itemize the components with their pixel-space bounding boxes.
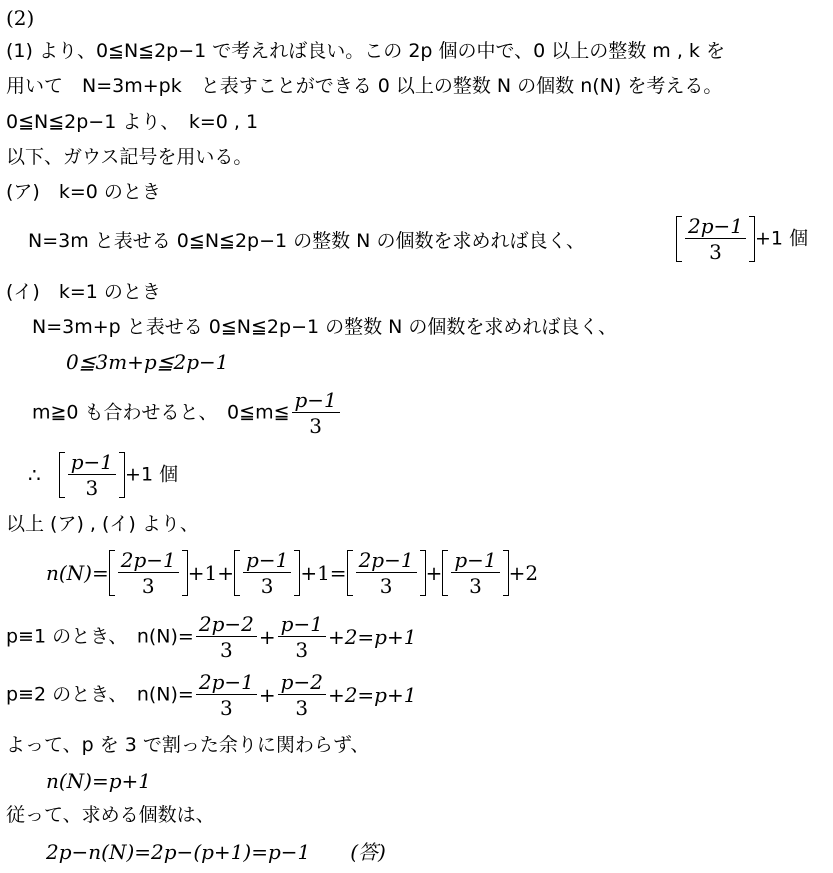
fraction-denominator: 3 bbox=[309, 414, 323, 438]
fraction-denominator: 3 bbox=[85, 476, 99, 500]
case-a-count-text: N=3m と表せる 0≦N≦2p−1 の整数 N の個数を求めれば良く、 bbox=[28, 230, 586, 252]
fraction bbox=[356, 550, 417, 596]
fraction-denominator: 3 bbox=[709, 240, 722, 264]
operator: + bbox=[258, 683, 276, 707]
fraction-numerator: 2p−1 bbox=[196, 672, 257, 695]
n-of-N-result: n(N)=p+1 bbox=[46, 769, 152, 793]
fraction-denominator: 3 bbox=[260, 574, 274, 598]
fraction-numerator: p−1 bbox=[451, 550, 499, 573]
n-of-N-label: n(N)= bbox=[46, 561, 109, 585]
case-p-mod-2-label: p≡2 のとき、 n(N)= bbox=[6, 683, 194, 706]
case-a-gauss-floor bbox=[676, 216, 808, 262]
fraction-denominator: 3 bbox=[469, 574, 482, 598]
fraction bbox=[68, 452, 116, 498]
fraction-denominator: 3 bbox=[295, 638, 309, 662]
fraction bbox=[278, 672, 326, 718]
fraction-denominator: 3 bbox=[379, 574, 393, 598]
fraction-numerator: p−1 bbox=[292, 390, 340, 413]
fraction bbox=[292, 390, 340, 436]
line-2: 用いて N=3m+pk と表すことができる 0 以上の整数 N の個数 n(N) を考える。 bbox=[6, 75, 723, 97]
line-3: 0≦N≦2p−1 より、 k=0 , 1 bbox=[6, 111, 259, 133]
fraction-numerator: p−1 bbox=[243, 550, 291, 573]
fraction-denominator: 3 bbox=[295, 696, 309, 720]
fraction-numerator: p−1 bbox=[278, 614, 326, 637]
fraction bbox=[278, 614, 326, 660]
case-b-condition-text: N=3m+p と表せる 0≦N≦2p−1 の整数 N の個数を求めれば良く、 bbox=[32, 316, 618, 338]
line-1: (1) より、0≦N≦2p−1 で考えれば良い。この 2p 個の中で、0 以上の整数 m , k を bbox=[6, 40, 725, 62]
summary-heading: 以上 (ア) , (イ) より、 bbox=[6, 513, 199, 535]
fraction bbox=[196, 614, 257, 660]
problem-part-label: (2) bbox=[6, 6, 35, 30]
case-b-inequality: 0≦3m+p≦2p−1 bbox=[66, 350, 229, 374]
fraction-numerator: p−1 bbox=[68, 452, 116, 475]
case-a-heading: (ア) k=0 のとき bbox=[6, 181, 161, 203]
n-of-N-sum bbox=[46, 550, 538, 596]
fraction-numerator: 2p−2 bbox=[196, 614, 257, 637]
case-p-mod-1-label: p≡1 のとき、 n(N)= bbox=[6, 625, 194, 648]
fraction-numerator: 2p−1 bbox=[685, 216, 746, 239]
final-intro: 従って、求める個数は、 bbox=[6, 804, 215, 826]
operator: +2=p+1 bbox=[327, 683, 417, 707]
line-4: 以下、ガウス記号を用いる。 bbox=[6, 146, 253, 168]
case-b-m-range bbox=[32, 390, 342, 436]
case-a-count-suffix: +1 個 bbox=[755, 227, 809, 250]
case-b-m-range-text: m≧0 も合わせると、 0≦m≦ bbox=[32, 401, 290, 424]
operator: +2 bbox=[508, 561, 539, 585]
fraction-numerator: p−2 bbox=[278, 672, 326, 695]
case-b-count-suffix: +1 個 bbox=[125, 463, 179, 486]
fraction bbox=[118, 550, 179, 596]
operator: + bbox=[258, 625, 276, 649]
operator: +1+ bbox=[187, 561, 235, 585]
operator: + bbox=[425, 561, 443, 585]
final-answer: 2p−n(N)=2p−(p+1)=p−1 (答) bbox=[46, 840, 386, 864]
conclusion-intro: よって、p を 3 で割った余りに関わらず、 bbox=[6, 734, 370, 756]
case-b-count bbox=[28, 452, 178, 498]
fraction-denominator: 3 bbox=[220, 638, 233, 662]
fraction-numerator: 2p−1 bbox=[118, 550, 179, 573]
case-p-mod-1 bbox=[6, 614, 416, 660]
operator: +2=p+1 bbox=[327, 625, 417, 649]
fraction-denominator: 3 bbox=[220, 696, 233, 720]
therefore-symbol: ∴ bbox=[28, 463, 41, 487]
operator: +1= bbox=[300, 561, 347, 585]
case-b-heading: (イ) k=1 のとき bbox=[6, 281, 161, 303]
fraction-denominator: 3 bbox=[141, 574, 155, 598]
case-p-mod-2 bbox=[6, 672, 416, 718]
fraction bbox=[196, 672, 257, 718]
fraction bbox=[243, 550, 291, 596]
fraction bbox=[685, 216, 746, 262]
fraction-numerator: 2p−1 bbox=[356, 550, 417, 573]
fraction bbox=[451, 550, 499, 596]
